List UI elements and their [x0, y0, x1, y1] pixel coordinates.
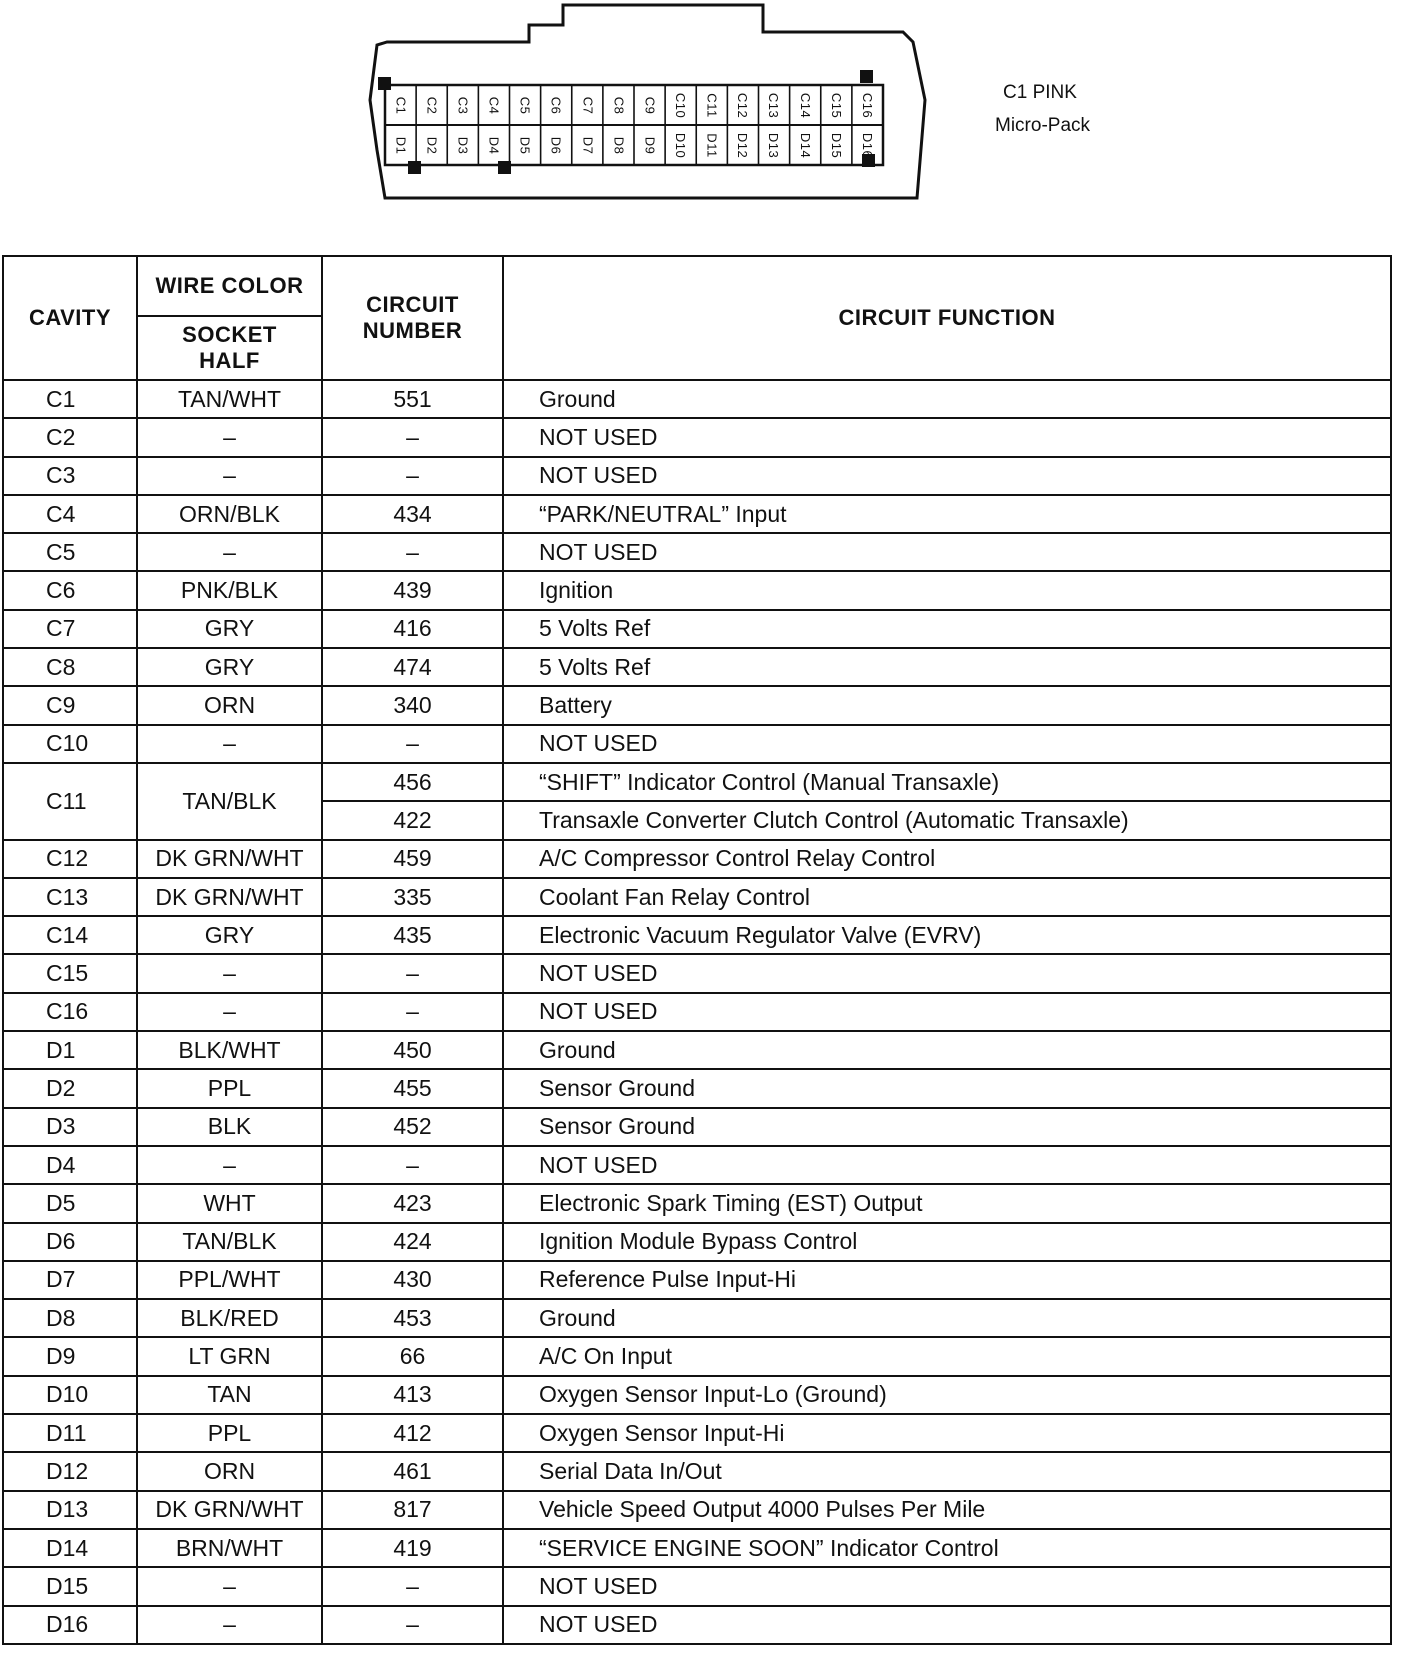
table-row	[3, 648, 1391, 686]
circuit-function-cell: A/C On Input	[503, 1337, 1391, 1375]
header-socket-half: SOCKET HALF	[137, 316, 322, 380]
circuit-function-cell: NOT USED	[503, 1606, 1391, 1644]
pin-label	[635, 128, 665, 162]
circuit-function-cell: Ground	[503, 1031, 1391, 1069]
circuit-number-cell: 66	[322, 1337, 503, 1375]
wire-color-cell: BLK/WHT	[137, 1031, 322, 1069]
cavity-cell: D13	[3, 1491, 137, 1529]
circuit-function-cell: Ground	[503, 1299, 1391, 1337]
wire-color-cell: ORN	[137, 1452, 322, 1490]
pin-label-text: D15	[828, 132, 844, 158]
table-row	[3, 916, 1391, 954]
circuit-number-cell: –	[322, 993, 503, 1031]
wire-color-cell: –	[137, 993, 322, 1031]
pin-label	[697, 128, 727, 162]
table-row	[3, 1567, 1391, 1605]
cavity-cell: D10	[3, 1376, 137, 1414]
circuit-function-cell: Serial Data In/Out	[503, 1452, 1391, 1490]
cavity-cell: D5	[3, 1184, 137, 1222]
pin-label	[479, 128, 509, 162]
circuit-function-cell: Electronic Vacuum Regulator Valve (EVRV)	[503, 916, 1391, 954]
connector-diagram	[365, 0, 965, 215]
table-row	[3, 686, 1391, 724]
circuit-function-cell: “SHIFT” Indicator Control (Manual Transaxle)	[503, 763, 1391, 801]
cavity-cell: D3	[3, 1108, 137, 1146]
pin-label	[386, 128, 416, 162]
pin-label-text: D5	[517, 136, 533, 154]
pin-label-text: C3	[455, 96, 471, 114]
pin-label-text: D4	[486, 136, 502, 154]
circuit-number-cell: 456	[322, 763, 503, 801]
cavity-cell: D2	[3, 1069, 137, 1107]
wire-color-cell: TAN/BLK	[137, 1223, 322, 1261]
cavity-cell: C10	[3, 725, 137, 763]
cavity-cell: C3	[3, 457, 137, 495]
table-row	[3, 495, 1391, 533]
table-row	[3, 1108, 1391, 1146]
pin-label	[448, 128, 478, 162]
table-row	[3, 763, 1391, 801]
circuit-number-cell: 450	[322, 1031, 503, 1069]
circuit-function-cell: Transaxle Converter Clutch Control (Automatic Transaxle)	[503, 801, 1391, 839]
circuit-number-cell: 422	[322, 801, 503, 839]
cavity-cell: D6	[3, 1223, 137, 1261]
pin-label	[728, 128, 758, 162]
table-row	[3, 840, 1391, 878]
circuit-number-cell: 459	[322, 840, 503, 878]
wire-color-cell: ORN/BLK	[137, 495, 322, 533]
pin-label-text: C11	[704, 92, 720, 118]
circuit-function-cell: Sensor Ground	[503, 1069, 1391, 1107]
circuit-number-cell: 461	[322, 1452, 503, 1490]
cavity-cell: D8	[3, 1299, 137, 1337]
circuit-function-cell: Vehicle Speed Output 4000 Pulses Per Mile	[503, 1491, 1391, 1529]
circuit-function-cell: Ignition Module Bypass Control	[503, 1223, 1391, 1261]
pin-label-text: D8	[610, 136, 626, 154]
pin-label	[417, 128, 447, 162]
wire-color-cell: –	[137, 954, 322, 992]
header-circuit-number: CIRCUIT NUMBER	[322, 256, 503, 380]
wire-color-cell: –	[137, 1567, 322, 1605]
cavity-cell: C5	[3, 533, 137, 571]
circuit-function-cell: A/C Compressor Control Relay Control	[503, 840, 1391, 878]
key-marker	[860, 70, 873, 83]
table-row	[3, 1606, 1391, 1644]
pin-label	[821, 128, 851, 162]
circuit-function-cell: Sensor Ground	[503, 1108, 1391, 1146]
table-row	[3, 1337, 1391, 1375]
wire-color-cell: BRN/WHT	[137, 1529, 322, 1567]
table-row	[3, 1452, 1391, 1490]
pin-label-text: C7	[579, 96, 595, 114]
header-cavity: CAVITY	[3, 256, 137, 380]
cavity-cell: D7	[3, 1261, 137, 1299]
table-row	[3, 954, 1391, 992]
cavity-cell: D4	[3, 1146, 137, 1184]
cavity-cell: C7	[3, 610, 137, 648]
pin-label	[541, 128, 571, 162]
pin-label	[541, 88, 571, 122]
circuit-function-cell: Reference Pulse Input-Hi	[503, 1261, 1391, 1299]
header-wire-color: WIRE COLOR	[137, 256, 322, 316]
wire-color-cell: PPL	[137, 1069, 322, 1107]
circuit-number-cell: 551	[322, 380, 503, 418]
wire-color-cell: –	[137, 457, 322, 495]
circuit-number-cell: 474	[322, 648, 503, 686]
cavity-cell: C6	[3, 571, 137, 609]
cavity-cell: C9	[3, 686, 137, 724]
pin-label	[852, 128, 882, 162]
wire-color-cell: TAN	[137, 1376, 322, 1414]
key-marker	[498, 161, 511, 174]
circuit-number-cell: –	[322, 954, 503, 992]
circuit-function-cell: NOT USED	[503, 418, 1391, 456]
pin-label	[510, 88, 540, 122]
table-row	[3, 457, 1391, 495]
pin-label-text: C14	[797, 92, 813, 118]
pin-label-text: C10	[673, 92, 689, 118]
circuit-function-cell: NOT USED	[503, 1146, 1391, 1184]
pin-label	[386, 88, 416, 122]
pin-label-text: C8	[610, 96, 626, 114]
circuit-number-cell: 340	[322, 686, 503, 724]
table-row	[3, 1299, 1391, 1337]
cavity-cell: C1	[3, 380, 137, 418]
pin-label	[666, 128, 696, 162]
wire-color-cell: GRY	[137, 648, 322, 686]
table-row	[3, 725, 1391, 763]
pin-label-text: D7	[579, 136, 595, 154]
pin-label	[603, 128, 633, 162]
pin-label	[759, 128, 789, 162]
table-row	[3, 1414, 1391, 1452]
cavity-cell: C14	[3, 916, 137, 954]
circuit-number-cell: 455	[322, 1069, 503, 1107]
circuit-function-cell: Oxygen Sensor Input-Hi	[503, 1414, 1391, 1452]
circuit-number-cell: 424	[322, 1223, 503, 1261]
cavity-cell: C2	[3, 418, 137, 456]
wire-color-cell: PPL/WHT	[137, 1261, 322, 1299]
pin-label-text: C13	[766, 92, 782, 118]
wire-color-cell: PPL	[137, 1414, 322, 1452]
circuit-function-cell: Electronic Spark Timing (EST) Output	[503, 1184, 1391, 1222]
circuit-function-cell: Coolant Fan Relay Control	[503, 878, 1391, 916]
circuit-function-cell: Ground	[503, 380, 1391, 418]
wire-color-cell: GRY	[137, 610, 322, 648]
wire-color-cell: –	[137, 1606, 322, 1644]
wire-color-cell: ORN	[137, 686, 322, 724]
circuit-number-cell: 435	[322, 916, 503, 954]
key-marker	[408, 161, 421, 174]
connector-name: C1 PINK	[1003, 82, 1077, 103]
table-row	[3, 533, 1391, 571]
pin-label-text: C5	[517, 96, 533, 114]
circuit-function-cell: NOT USED	[503, 954, 1391, 992]
pin-label	[666, 88, 696, 122]
wire-color-cell: DK GRN/WHT	[137, 840, 322, 878]
table-row	[3, 610, 1391, 648]
pin-label	[790, 88, 820, 122]
cavity-cell: C13	[3, 878, 137, 916]
circuit-number-cell: –	[322, 1567, 503, 1605]
circuit-number-cell: 423	[322, 1184, 503, 1222]
cavity-cell: D16	[3, 1606, 137, 1644]
pin-label	[821, 88, 851, 122]
cavity-cell: C11	[3, 763, 137, 840]
cavity-cell: C16	[3, 993, 137, 1031]
circuit-number-cell: –	[322, 418, 503, 456]
circuit-function-cell: 5 Volts Ref	[503, 610, 1391, 648]
wire-color-cell: WHT	[137, 1184, 322, 1222]
wire-color-cell: –	[137, 725, 322, 763]
circuit-number-cell: –	[322, 533, 503, 571]
circuit-function-cell: NOT USED	[503, 993, 1391, 1031]
circuit-number-cell: –	[322, 725, 503, 763]
table-row	[3, 1146, 1391, 1184]
pin-label	[790, 128, 820, 162]
pin-label	[759, 88, 789, 122]
wire-color-cell: DK GRN/WHT	[137, 878, 322, 916]
pin-label-text: D2	[424, 136, 440, 154]
pinout-table	[2, 255, 1392, 1645]
cavity-cell: C12	[3, 840, 137, 878]
table-row	[3, 571, 1391, 609]
circuit-number-cell: 413	[322, 1376, 503, 1414]
cavity-cell: C8	[3, 648, 137, 686]
pin-label-text: C6	[548, 96, 564, 114]
pin-label	[603, 88, 633, 122]
pin-label	[852, 88, 882, 122]
circuit-number-cell: 434	[322, 495, 503, 533]
pin-label-text: C16	[859, 92, 875, 118]
table-row	[3, 993, 1391, 1031]
pin-label	[479, 88, 509, 122]
wire-color-cell: –	[137, 418, 322, 456]
pin-label	[635, 88, 665, 122]
circuit-function-cell: Ignition	[503, 571, 1391, 609]
pin-label-text: C1	[393, 96, 409, 114]
wire-color-cell: –	[137, 1146, 322, 1184]
table-row	[3, 1376, 1391, 1414]
circuit-number-cell: 453	[322, 1299, 503, 1337]
table-row	[3, 1069, 1391, 1107]
pin-label-text: C15	[828, 92, 844, 118]
table-row	[3, 1184, 1391, 1222]
table-row	[3, 380, 1391, 418]
circuit-number-cell: 439	[322, 571, 503, 609]
circuit-function-cell: Battery	[503, 686, 1391, 724]
circuit-function-cell: NOT USED	[503, 533, 1391, 571]
pin-label	[448, 88, 478, 122]
circuit-function-cell: “PARK/NEUTRAL” Input	[503, 495, 1391, 533]
table-row	[3, 1261, 1391, 1299]
wire-color-cell: DK GRN/WHT	[137, 1491, 322, 1529]
header-circuit-function: CIRCUIT FUNCTION	[503, 256, 1391, 380]
wire-color-cell: TAN/WHT	[137, 380, 322, 418]
wire-color-cell: PNK/BLK	[137, 571, 322, 609]
wire-color-cell: BLK	[137, 1108, 322, 1146]
pin-label-text: C12	[735, 92, 751, 118]
cavity-cell: D11	[3, 1414, 137, 1452]
circuit-number-cell: 817	[322, 1491, 503, 1529]
pin-label	[510, 128, 540, 162]
circuit-function-cell: 5 Volts Ref	[503, 648, 1391, 686]
wire-color-cell: –	[137, 533, 322, 571]
pin-label-text: C4	[486, 96, 502, 114]
pin-label-text: D12	[735, 132, 751, 158]
circuit-number-cell: 335	[322, 878, 503, 916]
wire-color-cell: BLK/RED	[137, 1299, 322, 1337]
cavity-cell: D1	[3, 1031, 137, 1069]
pin-label-text: D3	[455, 136, 471, 154]
pin-label	[728, 88, 758, 122]
pin-label	[572, 88, 602, 122]
circuit-number-cell: –	[322, 1146, 503, 1184]
pin-label-text: D13	[766, 132, 782, 158]
pin-label	[417, 88, 447, 122]
circuit-number-cell: 412	[322, 1414, 503, 1452]
cavity-cell: D9	[3, 1337, 137, 1375]
circuit-number-cell: –	[322, 1606, 503, 1644]
pin-label-text: D9	[642, 136, 658, 154]
pin-label-text: C9	[642, 96, 658, 114]
table-row	[3, 418, 1391, 456]
circuit-function-cell: “SERVICE ENGINE SOON” Indicator Control	[503, 1529, 1391, 1567]
circuit-function-cell: NOT USED	[503, 725, 1391, 763]
cavity-cell: C4	[3, 495, 137, 533]
pin-label-text: D10	[673, 132, 689, 158]
table-row	[3, 1223, 1391, 1261]
circuit-number-cell: –	[322, 457, 503, 495]
table-row	[3, 1529, 1391, 1567]
table-row	[3, 1031, 1391, 1069]
pin-label-text: D14	[797, 132, 813, 158]
pin-label-text: D16	[859, 132, 875, 158]
wire-color-cell: GRY	[137, 916, 322, 954]
pin-label-text: D6	[548, 136, 564, 154]
circuit-function-cell: NOT USED	[503, 457, 1391, 495]
cavity-cell: D15	[3, 1567, 137, 1605]
circuit-number-cell: 452	[322, 1108, 503, 1146]
cavity-cell: D12	[3, 1452, 137, 1490]
pin-label	[572, 128, 602, 162]
pin-label-text: D11	[704, 132, 720, 158]
circuit-number-cell: 430	[322, 1261, 503, 1299]
wire-color-cell: TAN/BLK	[137, 763, 322, 840]
wire-color-cell: LT GRN	[137, 1337, 322, 1375]
table-row	[3, 1491, 1391, 1529]
cavity-cell: C15	[3, 954, 137, 992]
pin-label	[697, 88, 727, 122]
circuit-number-cell: 416	[322, 610, 503, 648]
circuit-function-cell: NOT USED	[503, 1567, 1391, 1605]
table-row	[3, 878, 1391, 916]
circuit-function-cell: Oxygen Sensor Input-Lo (Ground)	[503, 1376, 1391, 1414]
cavity-cell: D14	[3, 1529, 137, 1567]
pin-label-text: D1	[393, 136, 409, 154]
pin-label-text: C2	[424, 96, 440, 114]
circuit-number-cell: 419	[322, 1529, 503, 1567]
connector-type: Micro-Pack	[995, 115, 1091, 136]
